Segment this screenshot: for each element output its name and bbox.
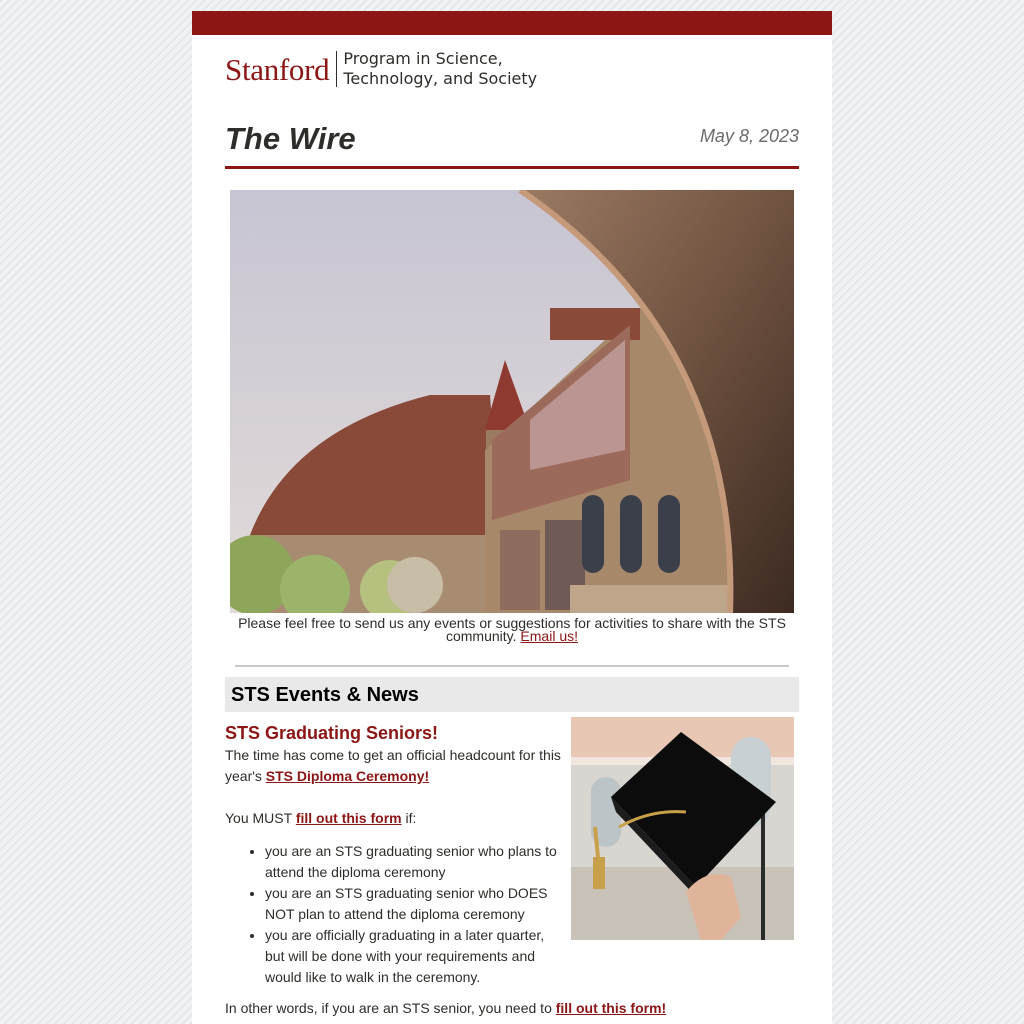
section-header-events-news: STS Events & News [225,677,799,712]
stanford-logo[interactable] [225,49,537,89]
program-name-line1: Program in Science, [343,49,503,68]
article-must-paragraph [225,808,567,829]
diploma-ceremony-link[interactable]: STS Diploma Ceremony! [265,768,430,784]
newsletter-date: May 8, 2023 [699,126,799,146]
logo-divider [336,51,337,87]
article-graduating-seniors [225,721,567,988]
fill-out-form-link-2[interactable]: fill out this form! [555,1000,667,1016]
article-intro-text: The time has come to get an official headcount for this year's [225,747,561,784]
must-text: You MUST [225,810,296,826]
email-us-link[interactable]: Email us! [520,628,578,644]
newsletter-masthead [225,117,799,169]
caption-text: Please feel free to send us any events or suggestions for activities to share with the STS community. [238,615,786,644]
stanford-wordmark: Stanford [225,51,330,87]
program-name-line2: Technology, and Society [343,69,538,88]
hero-caption [230,617,794,643]
must-suffix: if: [401,810,417,826]
fill-out-form-link[interactable]: fill out this form [295,810,402,826]
newsletter-title: The Wire [225,121,356,156]
section-divider [235,665,789,667]
list-item: • you are officially graduating in a later quarter, but will be done with your requirements and would like to walk in the ceremony. [265,925,567,988]
email-container [192,11,832,1024]
list-item: • you are an STS graduating senior who plans to attend the diploma ceremony [265,841,567,883]
criteria-list [225,841,567,988]
article-title: STS Graduating Seniors! [225,723,439,743]
closing-text: In other words, if you are an STS senior, you need to [225,1000,556,1016]
program-name [343,49,537,89]
article-intro [225,745,567,787]
article-closing [225,998,799,1019]
list-item: • you are an STS graduating senior who DOES NOT plan to attend the diploma ceremony [265,883,567,925]
graduation-cap-image [571,717,794,940]
top-brand-bar [192,11,832,35]
hero-image-memorial-church [230,190,794,613]
